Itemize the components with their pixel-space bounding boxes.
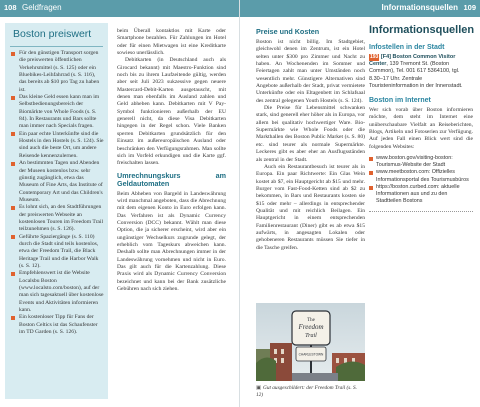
subheading-infostellen: Infostellen in der Stadt	[369, 44, 445, 51]
prices-column	[256, 28, 365, 252]
paragraph: Die Preise für Lebensmittel schwanken stark, sind generell eher höher als in Europa, vor allem bei qualitativ hochwertiger Ware. Bio-Supermärkte wie Whole Foods oder die Markthallen des Boston Public Market (s. S. 80) etc. sind teurer als normale Supermärkte. Leckeres gibt es aber eher an Ausflugsständen als zentral in der Stadt.	[256, 105, 365, 163]
left-page-header	[0, 0, 240, 17]
left-running-title: Geldfragen	[22, 3, 62, 12]
tip-item: Geführte Spaziergänge (s. S. 110) durch die Stadt sind teils kostenlos, etwa der Freedom Trail, die Black Heritage Trail und die Harbor Walk (s. S. 12).	[10, 234, 104, 271]
tips-box	[5, 23, 108, 399]
paragraph: Wer sich vorab über Boston informieren möchte, dem steht im Internet eine unüberschaubare Vielfalt an Reiseberichten, Blogs, Artikeln und Fotoserien zur Verfügung. Auf jeden Fall einen Blick wert sind die folgenden Websites:	[369, 107, 473, 150]
map-pin-number: 193	[370, 54, 379, 60]
right-page-number: 109	[463, 3, 476, 12]
tip-item: Empfehlenswert ist die Website Localsbu Boston (www.localsto.com/boston), auf der man sich tagesaktuell über kostenlose Events und Aktivitäten informieren kann.	[10, 270, 104, 314]
photo-caption: ▣ Gut ausgeschildert: der Freedom Trail (s. S. 12)	[256, 385, 365, 398]
tip-item: Das kleine Geld essen kann man im Selbstbedienungsbereich der Biomärkte von Whole Foods (s. S. 84). In Restaurants und Bars sollte man immer nach Specials fragen.	[10, 94, 104, 131]
sign-text: CHARLESTOWN	[298, 352, 324, 357]
sign-text: Freedom	[298, 323, 324, 331]
right-page-header	[240, 0, 480, 17]
website-link[interactable]: www.boston.gov/visiting-boston: Tourismus-Website der Stadt	[369, 155, 473, 169]
sign-text: Trail	[305, 333, 317, 339]
paragraph: Auch ein Restaurantbesuch ist teurer als in Europa. Ein paar Richtwerte: Ein Glas Wein kostet ab $7, ein Hauptgericht ab $15 und mehr. Burger vom Fast-Food-Ketten sind ab $2 zu bekommen, in Bars und Restaurants kosten sie $15 oder mehr – allerdings in entsprechender Qualität und mit reichlich Beilagen. Ein Hauptgericht in einem entsprechenden Familienrestaurant (Diner) gibt es ab etwa $15 aufwärts, in angesagten Lokalen oder gehobeneren Restaurants müssen Sie tiefer in die Tasche greifen.	[256, 163, 365, 251]
visitor-center-name: [F4] Boston Common Visitor Center	[369, 54, 456, 68]
tips-box-title: Boston preiswert	[13, 28, 92, 40]
website-link[interactable]: www.meetboston.com: Offizielles Informationsportal des Tourismusbüros	[369, 169, 473, 183]
page-gutter	[239, 0, 240, 407]
sign-text: The	[307, 318, 315, 323]
paragraph: Debitkarten (in Deutschland auch als Girocard bekannt) mit Maestro-Funktion sind noch bis zu ihrem Laufzeitende gültig, werden aber seit Juli 2023 sukzessive gegen neuere Mastercard-Debit-Karten ausgetauscht, mit denen man ebenfalls im Ausland zahlen und Geld abheben kann. Debitkarten mit V Pay-Symbol funktionieren außerhalb der EU generell nicht, da diese Visa Debitkarten hingegen in der Regel schon. Viele Banken sperren Debitkarten grundsätzlich für den Einsatz im außereuropäischen Ausland oder beschränken den Verfügungsrahmen. Man sollte sich im Vorfeld erkundigen und die Karte ggf. freischalten lassen.	[117, 57, 226, 167]
website-link[interactable]: https://boston.curbed.com: aktuelle Informationen aus und zu den Stadtteilen Bostons	[369, 184, 473, 206]
visitor-center-entry	[369, 54, 473, 90]
website-list	[369, 155, 473, 205]
freedom-trail-photo	[256, 303, 365, 381]
tip-item: Es lohnt sich, an den Stadtführungen der preiswerten Webseite an kostenlosen Touren im Freedom Trail teilzunehmen (s. S. 126).	[10, 204, 104, 233]
freedom-trail-sign-image	[256, 303, 365, 381]
tips-list	[10, 50, 104, 336]
left-text-column	[117, 28, 226, 293]
section-title: Informationsquellen	[369, 24, 475, 36]
tip-item: Ein kostenloser Tipp für Fans der Boston Celtics ist das Schaufenster im TD Garden (s. S. 126).	[10, 314, 104, 336]
visitor-center-details: , 139 Tremont St. (Boston Common), Tel. 001 617 5364100, tgl. 8.30–17 Uhr. Zentrale Touristeninformation in der Innenstadt.	[369, 61, 463, 89]
paragraph: beim Überall kontaktlos mit Karte oder Smartphone bezahlen. Für Zahlungen im Hotel oder für einen Mietwagen ist eine Kreditkarte sowieso unerlässlich.	[117, 28, 226, 57]
tip-item: An bestimmten Tagen und Abenden der Museen kostenlos bzw. sehr günstig zugänglich, etwa das Museum of Fine Arts, das Institute of Contemporary Art und das Children's Museum.	[10, 160, 104, 204]
paragraph: Beim Abheben von Bargeld in Landeswährung wird manchmal angeboten, dass die Abrechnung mit dem eigenen Konto in Euro erfolgen kann. Das Verfahren ist als Dynamic Currency Conversion (DCC) bekannt. Wählt man diese Option, die ja sicherer erscheint, wird aber ein ungünstiger Wechselkurs zugrunde gelegt, der erheblich vom Tageskurs abweichen kann. Deshalb sollte man Abrechnungen immer in der Landeswährung vornehmen und nicht in Euro. Das gilt auch für die Kartenzahlung. Diese Praxis wird als Dynamic Currency Conversion bezeichnet und kann bei der Bank zusätzliche Gebühren nach sich ziehen.	[117, 190, 226, 292]
divider	[369, 211, 473, 212]
section-heading-prices: Preise und Kosten	[256, 27, 320, 36]
right-running-title: Informationsquellen	[381, 3, 458, 12]
tip-item: Ein paar echte Unterkünfte sind die Hostels in den Hostels (s. S. 124). Sie sind auch die beste Ort, um andere Reisende kennenzulernen.	[10, 131, 104, 160]
section-heading-exchange-rate: Umrechnungskurs am Geldautomaten	[117, 170, 226, 188]
subheading-internet: Boston im Internet	[369, 97, 431, 105]
paragraph: Boston ist nicht billig. Im Stadtgebiet, gleichwohl denen im Zentrum, ist ein Hotel selten unter $300 pro Zimmer und Nacht zu haben. An Wochenenden im Sommer und Feiertagen zahlt man unter Umständen noch wesentlich mehr. Günstigere Alternativen sind Angebote außerhalb der Stadt, privat vermietete Unterkünfte oder ein Eltagenbett im Schlafsaal des zentral gelegenen Youth Hostels (s. S. 124).	[256, 39, 365, 104]
tip-item: Für den günstigen Transport sorgen die preiswerten öffentlichen Verkehrsmittel (s. S. 125) oder ein Bluebikes-Leihfahrrad (s. S. 116), das bereits ab $10 pro Tag zu haben ist.	[10, 50, 104, 94]
info-sources-column	[369, 24, 473, 212]
left-page-number: 108	[4, 3, 17, 12]
tips-box-divider	[10, 46, 103, 47]
